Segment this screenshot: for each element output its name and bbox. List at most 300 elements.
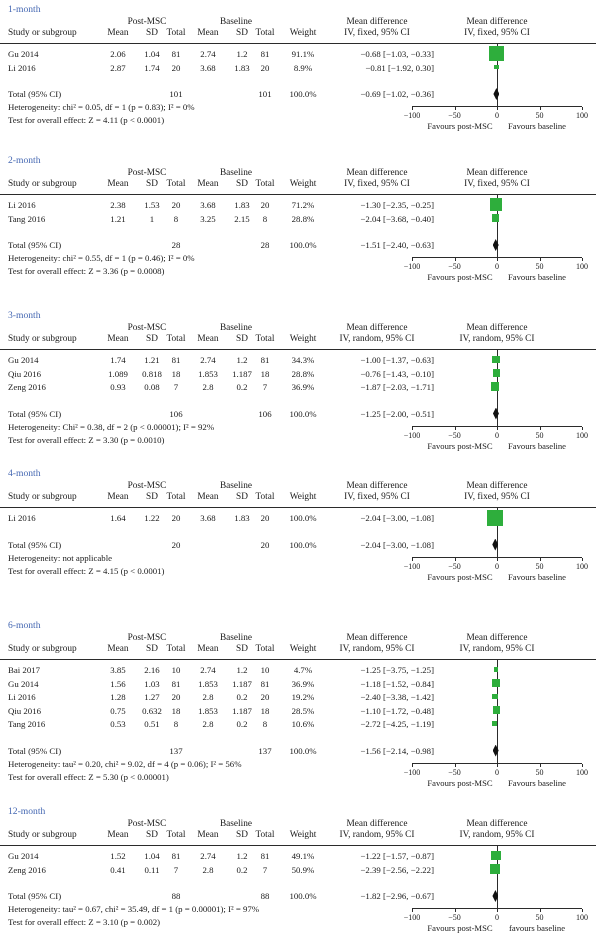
base-sd-value: 1.2 (236, 355, 248, 365)
plot-title-line2: IV, random, 95% CI (459, 644, 535, 654)
col-header-total-base: Total (255, 830, 275, 840)
md-header-line1: Mean difference (346, 481, 408, 491)
weight-value: 100.0% (289, 513, 317, 523)
ci-value: −1.25 [−3.75, −1.25] (360, 665, 434, 675)
axis-tick-label: 100 (576, 430, 588, 440)
heterogeneity-text: Heterogeneity: chi² = 0.05, df = 1 (p = 0.83); I² = 0% (8, 102, 195, 112)
base-total-value: 20 (260, 692, 270, 702)
col-header-sd-post: SD (146, 179, 158, 189)
post-mean-value: 0.75 (110, 705, 126, 716)
axis-tick-label: 0 (495, 913, 499, 922)
weight-value: 91.1% (291, 49, 315, 59)
total-weight: 100.0% (289, 745, 317, 756)
group-header-post-msc: Post-MSC (127, 481, 167, 491)
total-weight: 100.0% (289, 891, 317, 901)
favours-right-label: Favours baseline (508, 121, 566, 131)
total-base-total: 28 (260, 240, 270, 250)
axis-tick-label: −50 (448, 561, 461, 571)
col-header-sd-base: SD (236, 179, 248, 189)
axis-tick-label: 0 (495, 767, 499, 777)
effect-square (487, 510, 503, 526)
effect-square (494, 65, 499, 70)
study-name: Gu 2014 (8, 49, 39, 59)
favours-left-label: Favours post-MSC (427, 272, 493, 282)
col-header-weight: Weight (289, 830, 317, 840)
total-weight: 100.0% (289, 539, 317, 550)
base-total-value: 81 (260, 851, 270, 861)
weight-value: 36.9% (291, 382, 315, 392)
post-sd-value: 0.51 (144, 719, 160, 729)
ci-value: −2.39 [−2.56, −2.22] (360, 864, 434, 875)
base-sd-value: 1.2 (236, 851, 248, 861)
axis-tick-label: −50 (448, 913, 461, 922)
axis-tick-label: −50 (448, 767, 461, 777)
overall-effect-text: Test for overall effect: Z = 3.36 (p = 0.0008) (8, 266, 165, 276)
effect-square (492, 721, 497, 726)
axis-tick-label: −100 (403, 262, 421, 271)
weight-value: 19.2% (291, 692, 315, 702)
post-mean-value: 2.06 (110, 49, 126, 59)
axis-tick (582, 107, 583, 110)
md-header-line1: Mean difference (346, 633, 408, 643)
col-header-total-base: Total (255, 644, 275, 654)
base-total-value: 10 (260, 665, 270, 675)
post-mean-value: 1.64 (110, 513, 126, 523)
ci-value: −2.04 [−3.00, −1.08] (360, 513, 434, 523)
post-total-value: 10 (171, 665, 181, 675)
post-mean-value: 0.93 (110, 382, 126, 392)
overall-effect-text: Test for overall effect: Z = 5.30 (p < 0.00001) (8, 771, 169, 782)
md-header-line2: IV, fixed, 95% CI (344, 179, 410, 189)
md-header-line1: Mean difference (346, 17, 408, 27)
study-name: Bai 2017 (8, 665, 41, 675)
base-total-value: 18 (260, 705, 270, 716)
ci-value: −0.76 [−1.43, −0.10] (360, 368, 434, 379)
effect-square (494, 667, 498, 671)
weight-value: 50.9% (291, 864, 315, 875)
base-sd-value: 1.2 (236, 49, 248, 59)
ci-value: −2.40 [−3.38, −1.42] (360, 692, 434, 702)
panel-heading: 6-month (8, 620, 41, 631)
ci-value: −0.68 [−1.03, −0.33] (360, 49, 434, 59)
total-base-total: 137 (258, 745, 272, 756)
group-header-baseline: Baseline (219, 323, 252, 333)
plot-title-line2: IV, fixed, 95% CI (464, 179, 530, 189)
col-header-mean-base: Mean (197, 830, 219, 840)
weight-value: 28.8% (291, 368, 315, 379)
col-header-sd-base: SD (236, 492, 248, 502)
effect-square (491, 851, 501, 861)
md-header-line2: IV, random, 95% CI (339, 644, 415, 654)
post-sd-value: 1.03 (144, 678, 160, 689)
post-total-value: 7 (173, 864, 179, 875)
favours-right-label: Favours baseline (508, 272, 566, 282)
col-header-study: Study or subgroup (8, 830, 77, 840)
base-total-value: 7 (262, 382, 268, 392)
header-rule (0, 349, 596, 350)
favours-left-label: Favours post-MSC (427, 571, 493, 582)
axis-tick (455, 427, 456, 430)
effect-square (491, 382, 499, 390)
col-header-total-post: Total (166, 492, 186, 502)
base-mean-value: 1.853 (198, 678, 218, 689)
post-mean-value: 2.87 (110, 62, 126, 73)
md-header-line2: IV, fixed, 95% CI (344, 28, 410, 38)
header-rule (0, 194, 596, 195)
study-name: Li 2016 (8, 200, 36, 210)
total-post-total: 20 (171, 539, 181, 550)
base-mean-value: 3.68 (200, 200, 216, 210)
axis-tick-label: −100 (403, 430, 421, 440)
axis-tick-label: 50 (535, 913, 544, 922)
col-header-sd-post: SD (146, 334, 158, 344)
post-total-value: 18 (171, 368, 181, 379)
axis-tick (412, 909, 413, 912)
md-header-line1: Mean difference (346, 168, 408, 178)
study-name: Tang 2016 (8, 719, 46, 729)
col-header-mean-post: Mean (107, 830, 129, 840)
heterogeneity-text: Heterogeneity: tau² = 0.67, chi² = 35.49, df = 1 (p = 0.00001); I² = 97% (8, 904, 260, 914)
total-ci-value: −1.51 [−2.40, −0.63] (360, 240, 434, 250)
axis-tick (582, 558, 583, 561)
axis-tick (540, 558, 541, 561)
axis-tick (582, 909, 583, 912)
col-header-sd-base: SD (236, 28, 248, 38)
post-sd-value: 2.16 (144, 665, 160, 675)
total-row-label: Total (95% CI) (8, 745, 62, 756)
pooled-diamond (493, 88, 499, 100)
forest-panel (0, 804, 600, 941)
base-total-value: 7 (262, 864, 268, 875)
axis-tick (540, 258, 541, 261)
col-header-weight: Weight (289, 179, 317, 189)
study-name: Gu 2014 (8, 355, 39, 365)
post-mean-value: 0.41 (110, 864, 126, 875)
forest-panel (0, 153, 600, 308)
col-header-weight: Weight (289, 644, 317, 654)
study-name: Li 2016 (8, 513, 36, 523)
axis-tick (455, 764, 456, 767)
base-sd-value: 1.83 (234, 513, 250, 523)
effect-square (492, 214, 499, 221)
axis-tick-label: 50 (535, 430, 544, 440)
axis-tick (497, 764, 498, 767)
weight-value: 28.8% (291, 213, 315, 224)
post-sd-value: 1.04 (144, 49, 160, 59)
group-header-post-msc: Post-MSC (127, 17, 167, 27)
axis-tick-label: 0 (495, 430, 499, 440)
post-total-value: 8 (173, 213, 179, 224)
overall-effect-text: Test for overall effect: Z = 3.10 (p = 0.002) (8, 917, 161, 927)
study-name: Li 2016 (8, 692, 36, 702)
md-header-line1: Mean difference (346, 323, 408, 333)
axis-tick-label: 0 (495, 111, 499, 120)
overall-effect-text: Test for overall effect: Z = 4.15 (p < 0.0001) (8, 565, 165, 576)
favours-left-label: Favours post-MSC (427, 121, 493, 131)
group-header-post-msc: Post-MSC (127, 168, 167, 178)
panel-heading: 2-month (8, 155, 41, 166)
favours-right-label: favours baseline (508, 923, 566, 933)
col-header-total-post: Total (166, 28, 186, 38)
group-header-baseline: Baseline (219, 168, 252, 178)
col-header-weight: Weight (289, 334, 317, 344)
group-header-baseline: Baseline (219, 481, 252, 491)
axis-tick (455, 558, 456, 561)
plot-title-line1: Mean difference (466, 168, 528, 178)
plot-title-line1: Mean difference (466, 633, 528, 643)
col-header-total-post: Total (166, 830, 186, 840)
axis-tick-label: 100 (576, 111, 588, 120)
axis-tick (497, 107, 498, 110)
effect-square (493, 369, 500, 376)
axis-tick (540, 909, 541, 912)
total-row-label: Total (95% CI) (8, 891, 62, 901)
axis-tick-label: −50 (448, 111, 461, 120)
group-header-post-msc: Post-MSC (127, 819, 167, 829)
post-total-value: 20 (171, 200, 181, 210)
post-total-value: 20 (171, 513, 181, 523)
col-header-study: Study or subgroup (8, 179, 77, 189)
plot-title-line2: IV, random, 95% CI (459, 334, 535, 344)
study-name: Qiu 2016 (8, 705, 41, 716)
total-ci-value: −2.04 [−3.00, −1.08] (360, 539, 434, 550)
base-mean-value: 3.68 (200, 513, 216, 523)
axis-tick-label: −100 (403, 561, 421, 571)
pooled-diamond (493, 239, 499, 251)
weight-value: 34.3% (291, 355, 315, 365)
post-total-value: 18 (171, 705, 181, 716)
axis-tick-label: 50 (535, 262, 544, 271)
weight-value: 49.1% (291, 851, 315, 861)
base-sd-value: 0.2 (236, 719, 248, 729)
total-post-total: 28 (171, 240, 181, 250)
header-rule (0, 43, 596, 44)
base-sd-value: 1.187 (232, 368, 252, 379)
heterogeneity-text: Heterogeneity: tau² = 0.20, chi² = 9.02, df = 4 (p = 0.06); I² = 56% (8, 758, 242, 769)
plot-title-line2: IV, fixed, 95% CI (464, 28, 530, 38)
ci-value: −2.04 [−3.68, −0.40] (360, 213, 434, 224)
favours-right-label: Favours baseline (508, 571, 566, 582)
panel-heading: 12-month (8, 806, 46, 817)
col-header-sd-base: SD (236, 334, 248, 344)
col-header-total-base: Total (255, 28, 275, 38)
post-sd-value: 1.74 (144, 62, 160, 73)
col-header-mean-base: Mean (197, 334, 219, 344)
total-row-label: Total (95% CI) (8, 408, 62, 419)
base-mean-value: 2.8 (202, 864, 214, 875)
study-name: Qiu 2016 (8, 368, 41, 379)
post-sd-value: 1 (149, 213, 155, 224)
col-header-study: Study or subgroup (8, 644, 77, 654)
total-ci-value: −0.69 [−1.02, −0.36] (360, 89, 434, 99)
study-name: Li 2016 (8, 62, 36, 73)
base-mean-value: 2.74 (200, 355, 216, 365)
post-total-value: 81 (171, 851, 181, 861)
pooled-diamond (493, 408, 499, 420)
group-header-post-msc: Post-MSC (127, 323, 167, 333)
study-name: Gu 2014 (8, 678, 39, 689)
axis-tick-label: 50 (535, 111, 544, 120)
base-mean-value: 2.74 (200, 49, 216, 59)
post-mean-value: 1.74 (110, 355, 126, 365)
axis-tick (540, 764, 541, 767)
header-rule (0, 845, 596, 846)
col-header-mean-post: Mean (107, 334, 129, 344)
col-header-total-base: Total (255, 179, 275, 189)
col-header-weight: Weight (289, 28, 317, 38)
col-header-mean-base: Mean (197, 28, 219, 38)
effect-square (492, 356, 500, 364)
favours-left-label: Favours post-MSC (427, 777, 493, 788)
pooled-diamond (493, 745, 499, 757)
favours-right-label: Favours baseline (508, 440, 566, 451)
ci-value: −1.30 [−2.35, −0.25] (360, 200, 434, 210)
base-sd-value: 0.2 (236, 382, 248, 392)
total-ci-value: −1.56 [−2.14, −0.98] (360, 745, 434, 756)
heterogeneity-text: Heterogeneity: Chi² = 0.38, df = 2 (p < 0.00001); I² = 92% (8, 421, 215, 432)
effect-square (492, 694, 498, 700)
axis-tick (497, 558, 498, 561)
post-total-value: 20 (171, 692, 181, 702)
total-base-total: 20 (260, 539, 270, 550)
base-mean-value: 2.8 (202, 692, 214, 702)
col-header-mean-post: Mean (107, 644, 129, 654)
ci-value: −1.18 [−1.52, −0.84] (360, 678, 434, 689)
base-sd-value: 1.83 (234, 200, 250, 210)
plot-title-line1: Mean difference (466, 17, 528, 27)
axis-tick-label: −50 (448, 430, 461, 440)
axis-tick (497, 427, 498, 430)
base-sd-value: 1.2 (236, 665, 248, 675)
plot-title-line2: IV, random, 95% CI (459, 830, 535, 840)
axis-tick-label: 50 (535, 767, 544, 777)
col-header-total-base: Total (255, 334, 275, 344)
base-total-value: 20 (260, 200, 270, 210)
axis-tick-label: 0 (495, 262, 499, 271)
total-base-total: 88 (260, 891, 270, 901)
overall-effect-text: Test for overall effect: Z = 3.30 (p = 0.0010) (8, 434, 165, 445)
base-mean-value: 2.74 (200, 665, 216, 675)
forest-panel (0, 2, 600, 153)
group-header-baseline: Baseline (219, 819, 252, 829)
post-mean-value: 1.21 (110, 213, 126, 224)
axis-tick-label: −100 (403, 111, 421, 120)
post-sd-value: 1.22 (144, 513, 160, 523)
axis-tick-label: 100 (576, 913, 588, 922)
md-header-line2: IV, random, 95% CI (339, 334, 415, 344)
col-header-sd-base: SD (236, 644, 248, 654)
axis-tick (582, 764, 583, 767)
base-sd-value: 1.83 (234, 62, 250, 73)
total-row-label: Total (95% CI) (8, 539, 62, 550)
col-header-sd-post: SD (146, 644, 158, 654)
weight-value: 28.5% (291, 705, 315, 716)
base-total-value: 8 (262, 719, 268, 729)
axis-tick (497, 909, 498, 912)
col-header-sd-post: SD (146, 28, 158, 38)
ci-value: −0.81 [−1.92, 0.30] (365, 62, 434, 73)
col-header-mean-base: Mean (197, 644, 219, 654)
study-name: Zeng 2016 (8, 382, 46, 392)
ci-value: −1.10 [−1.72, −0.48] (360, 705, 434, 716)
post-sd-value: 1.21 (144, 355, 160, 365)
axis-tick-label: 0 (495, 561, 499, 571)
ci-value: −1.00 [−1.37, −0.63] (360, 355, 434, 365)
axis-tick-label: −100 (403, 913, 421, 922)
axis-tick (455, 258, 456, 261)
post-total-value: 20 (171, 62, 181, 73)
weight-value: 8.9% (293, 62, 313, 73)
base-total-value: 81 (260, 49, 270, 59)
weight-value: 4.7% (293, 665, 313, 675)
col-header-total-base: Total (255, 492, 275, 502)
forest-panel (0, 308, 600, 466)
axis-tick-label: −50 (448, 262, 461, 271)
base-mean-value: 3.25 (200, 213, 216, 224)
heterogeneity-text: Heterogeneity: chi² = 0.55, df = 1 (p = 0.46); I² = 0% (8, 253, 195, 263)
post-total-value: 81 (171, 355, 181, 365)
favours-right-label: Favours baseline (508, 777, 566, 788)
effect-square (493, 706, 500, 713)
group-header-baseline: Baseline (219, 633, 252, 643)
post-total-value: 81 (171, 49, 181, 59)
axis-tick (540, 427, 541, 430)
col-header-total-post: Total (166, 179, 186, 189)
base-sd-value: 1.187 (232, 678, 252, 689)
panel-heading: 1-month (8, 4, 41, 15)
post-mean-value: 0.53 (110, 719, 126, 729)
post-sd-value: 1.27 (144, 692, 160, 702)
total-post-total: 101 (169, 89, 183, 99)
base-sd-value: 0.2 (236, 864, 248, 875)
axis-tick-label: −100 (403, 767, 421, 777)
ci-value: −1.87 [−2.03, −1.71] (360, 382, 434, 392)
overall-effect-text: Test for overall effect: Z = 4.11 (p < 0.0001) (8, 115, 165, 125)
weight-value: 10.6% (291, 719, 315, 729)
col-header-sd-base: SD (236, 830, 248, 840)
total-weight: 100.0% (289, 408, 317, 419)
group-header-post-msc: Post-MSC (127, 633, 167, 643)
col-header-mean-post: Mean (107, 179, 129, 189)
axis-tick-label: 50 (535, 561, 544, 571)
effect-square (492, 679, 500, 687)
base-mean-value: 2.74 (200, 851, 216, 861)
total-ci-value: −1.82 [−2.96, −0.67] (360, 891, 434, 901)
pooled-diamond (492, 890, 498, 902)
base-sd-value: 2.15 (234, 213, 250, 224)
col-header-total-post: Total (166, 644, 186, 654)
total-row-label: Total (95% CI) (8, 89, 62, 99)
total-post-total: 106 (169, 408, 183, 419)
axis-tick (582, 258, 583, 261)
axis-tick (540, 107, 541, 110)
col-header-study: Study or subgroup (8, 28, 77, 38)
total-ci-value: −1.25 [−2.00, −0.51] (360, 408, 434, 419)
post-sd-value: 0.818 (142, 368, 162, 379)
col-header-mean-base: Mean (197, 179, 219, 189)
base-mean-value: 3.68 (200, 62, 216, 73)
total-row-label: Total (95% CI) (8, 240, 62, 250)
md-header-line2: IV, random, 95% CI (339, 830, 415, 840)
col-header-sd-post: SD (146, 830, 158, 840)
post-mean-value: 3.85 (110, 665, 126, 675)
ci-value: −2.72 [−4.25, −1.19] (360, 719, 434, 729)
post-sd-value: 0.632 (142, 705, 162, 716)
post-total-value: 7 (173, 382, 179, 392)
post-sd-value: 0.11 (144, 864, 160, 875)
forest-panel (0, 466, 600, 618)
md-header-line2: IV, fixed, 95% CI (344, 492, 410, 502)
